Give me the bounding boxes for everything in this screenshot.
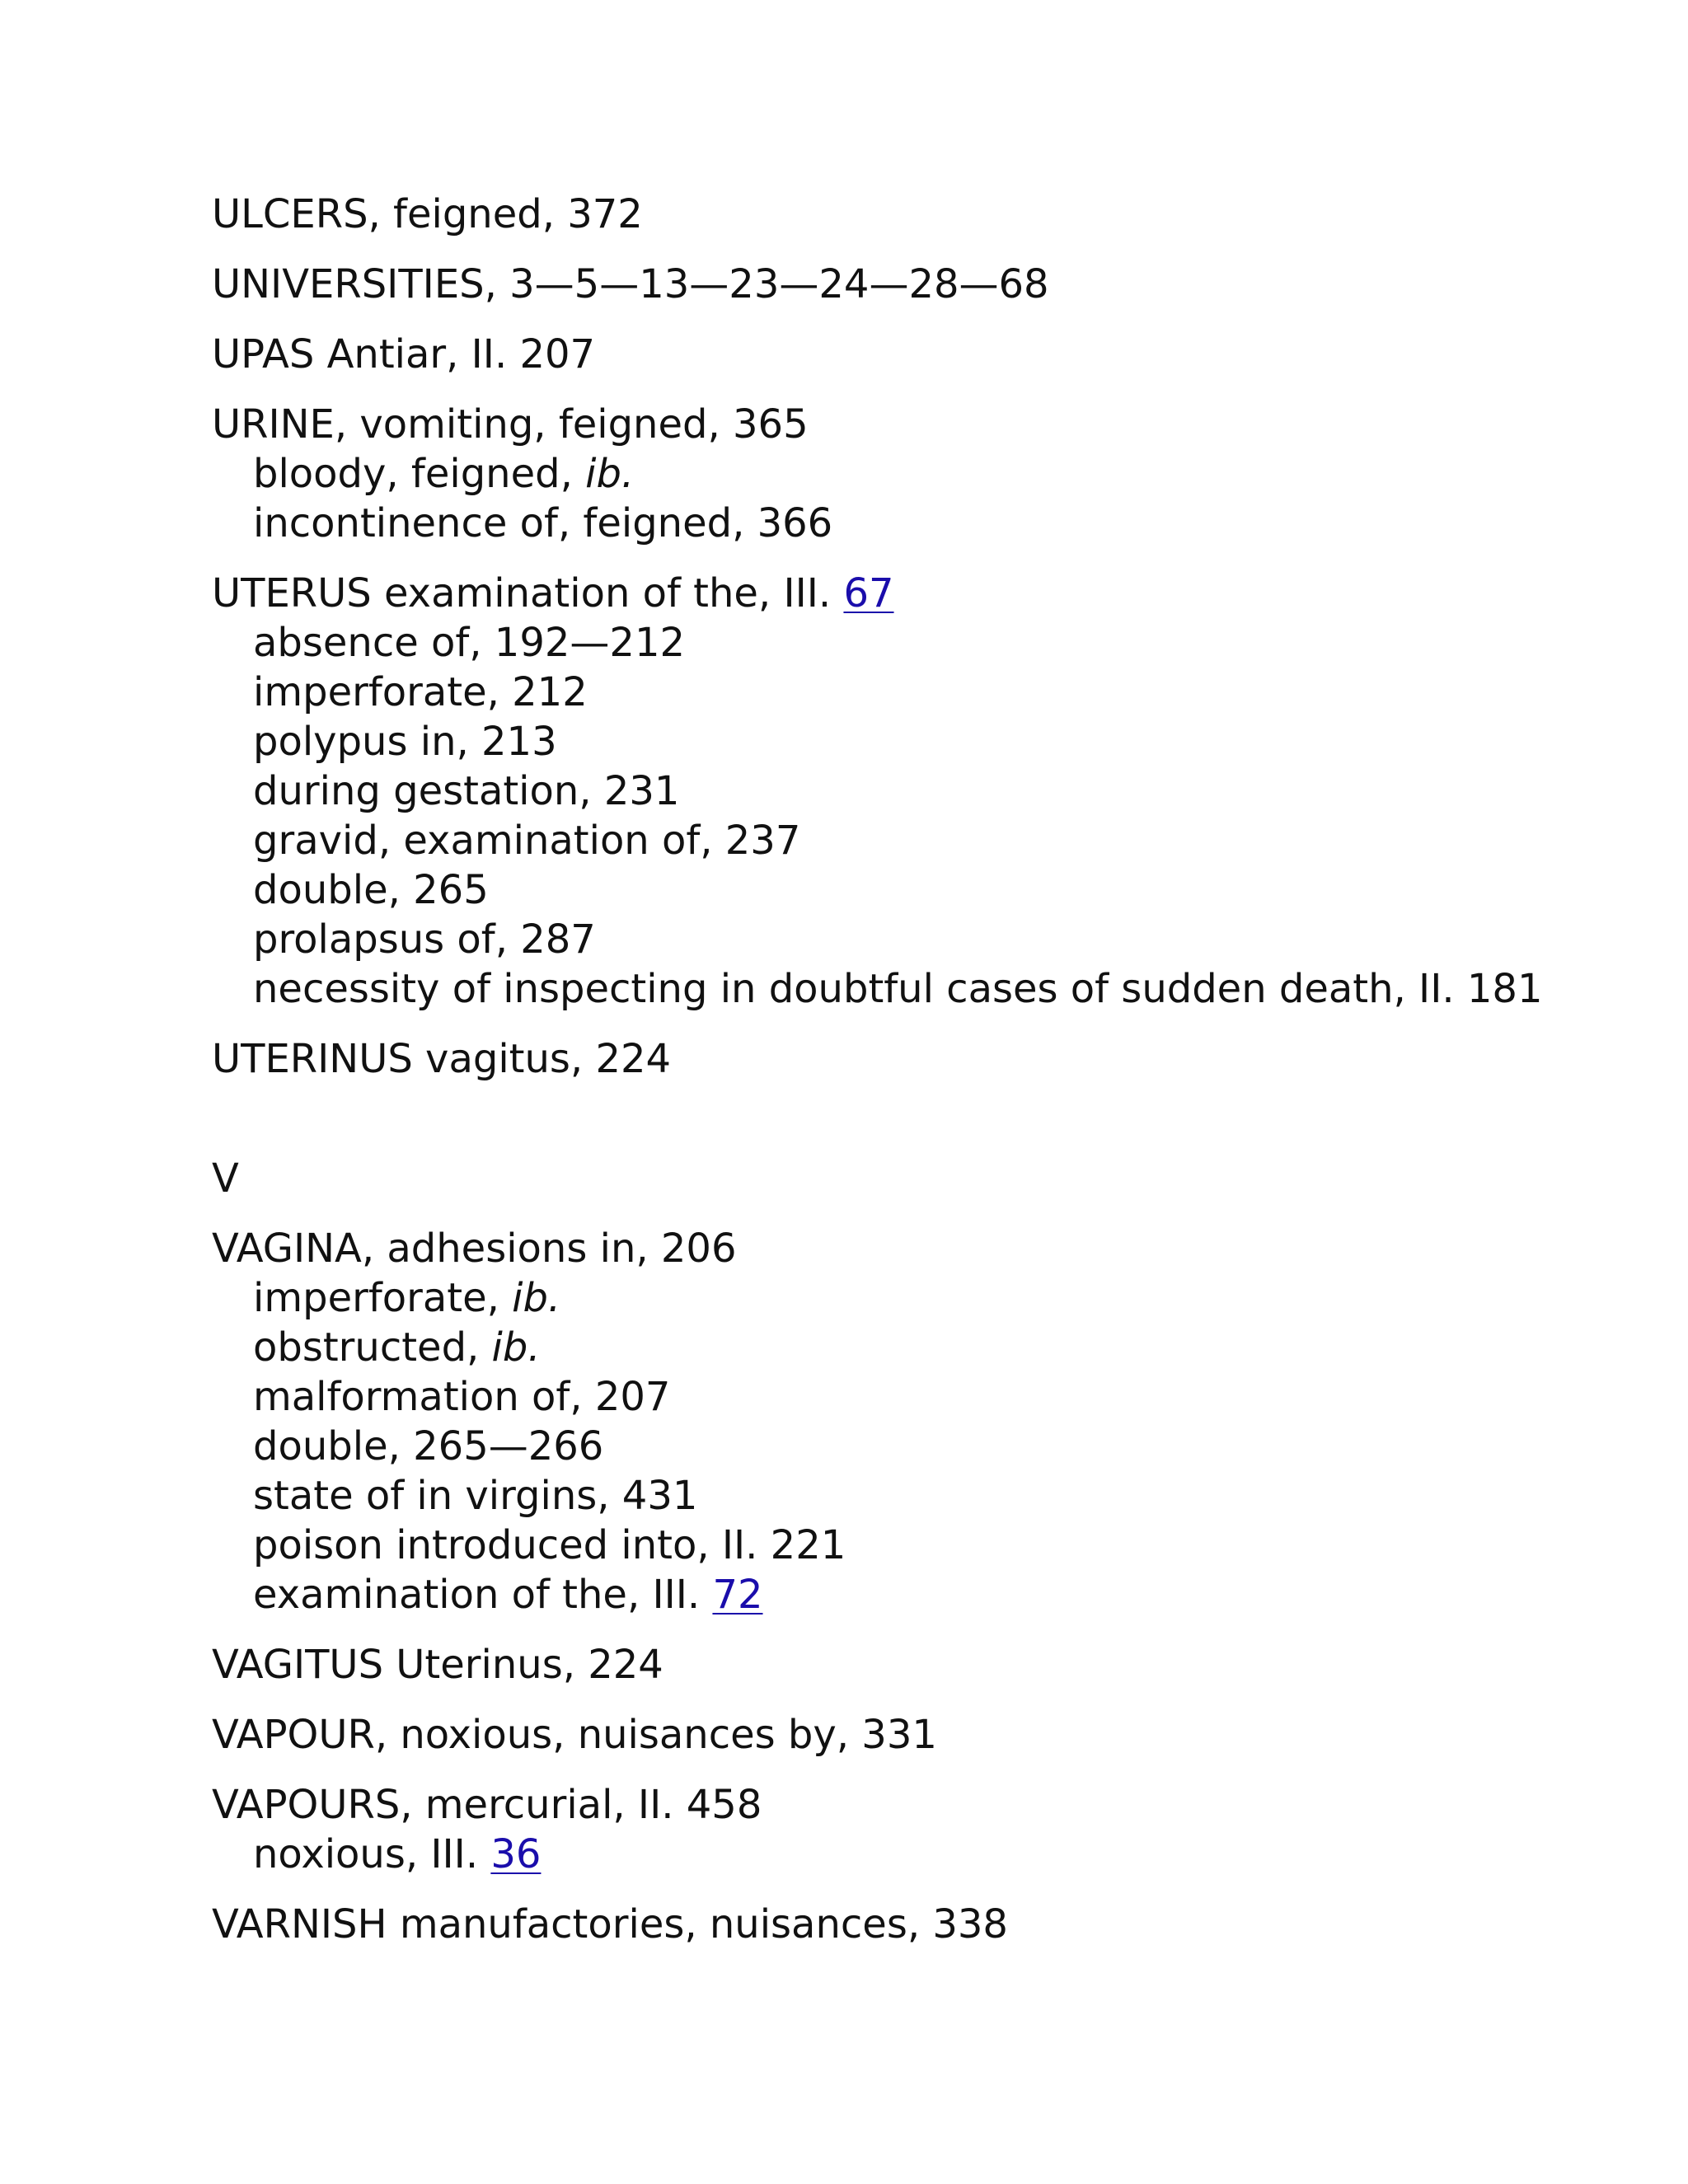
index-entry-vapour <box>212 1710 1613 1760</box>
subentry: imperforate, 212 <box>253 669 588 715</box>
entry-heading: UNIVERSITIES, 3—5—13—23—24—28—68 <box>212 261 1049 307</box>
entry-heading: VAPOURS, mercurial, II. 458 <box>212 1782 762 1828</box>
entry-heading: ULCERS, feigned, 372 <box>212 191 643 237</box>
subentry: state of in virgins, 431 <box>253 1473 698 1519</box>
entry-heading: UPAS Antiar, II. 207 <box>212 331 596 377</box>
section-letter-heading: V <box>212 1155 239 1202</box>
subentry <box>212 1830 1613 1879</box>
ibid-marker: ib. <box>491 1324 541 1371</box>
subentry: prolapsus of, 287 <box>253 916 596 963</box>
subentry: during gestation, 231 <box>253 768 680 814</box>
subentry: double, 265—266 <box>253 1423 604 1469</box>
subentry: incontinence of, feigned, 366 <box>253 500 833 546</box>
index-entry-upas <box>212 330 1613 379</box>
page-link[interactable]: 72 <box>712 1572 763 1618</box>
subentry: double, 265 <box>253 867 489 913</box>
index-entry-varnish <box>212 1900 1613 1949</box>
entry-heading-text: UTERUS examination of the, III. <box>212 570 844 616</box>
index-entry-universities <box>212 260 1613 309</box>
subentry: gravid, examination of, 237 <box>253 818 801 864</box>
subentry: malformation of, 207 <box>253 1374 671 1420</box>
subentry: polypus in, 213 <box>253 719 557 765</box>
index-entry-vagina <box>212 1224 1613 1619</box>
entry-heading: VAGITUS Uterinus, 224 <box>212 1642 663 1688</box>
subentry <box>212 1273 1613 1323</box>
index-entry-vapours <box>212 1780 1613 1879</box>
subentry-text: obstructed, <box>253 1324 492 1371</box>
entry-heading <box>212 569 1613 618</box>
subentry-text: noxious, III. <box>253 1831 491 1877</box>
subentry <box>212 449 1613 499</box>
entry-heading: VAPOUR, noxious, nuisances by, 331 <box>212 1712 937 1758</box>
ibid-marker: ib. <box>512 1275 561 1321</box>
index-entry-vagitus <box>212 1640 1613 1690</box>
entry-heading: VARNISH manufactories, nuisances, 338 <box>212 1901 1008 1947</box>
subentry <box>212 1323 1613 1372</box>
page-link[interactable]: 36 <box>490 1831 542 1877</box>
subentry <box>212 1570 1613 1619</box>
entry-heading: VAGINA, adhesions in, 206 <box>212 1226 737 1272</box>
entry-heading: UTERINUS vagitus, 224 <box>212 1036 672 1082</box>
subentry: necessity of inspecting in doubtful cases of sudden death, II. 181 <box>253 966 1543 1012</box>
index-entry-ulcers <box>212 190 1613 239</box>
subentry: poison introduced into, II. 221 <box>253 1522 846 1568</box>
index-entry-uterinus <box>212 1034 1613 1084</box>
ibid-marker: ib. <box>585 451 635 497</box>
subentry-text: imperforate, <box>253 1275 513 1321</box>
index-entry-uterus <box>212 569 1613 1014</box>
subentry-text: bloody, feigned, <box>253 451 586 497</box>
subentry: absence of, 192—212 <box>253 620 686 666</box>
index-page <box>212 190 1613 1970</box>
index-entry-urine <box>212 400 1613 548</box>
entry-heading: URINE, vomiting, feigned, 365 <box>212 401 809 448</box>
page-link[interactable]: 67 <box>843 570 894 616</box>
subentry-text: examination of the, III. <box>253 1572 713 1618</box>
